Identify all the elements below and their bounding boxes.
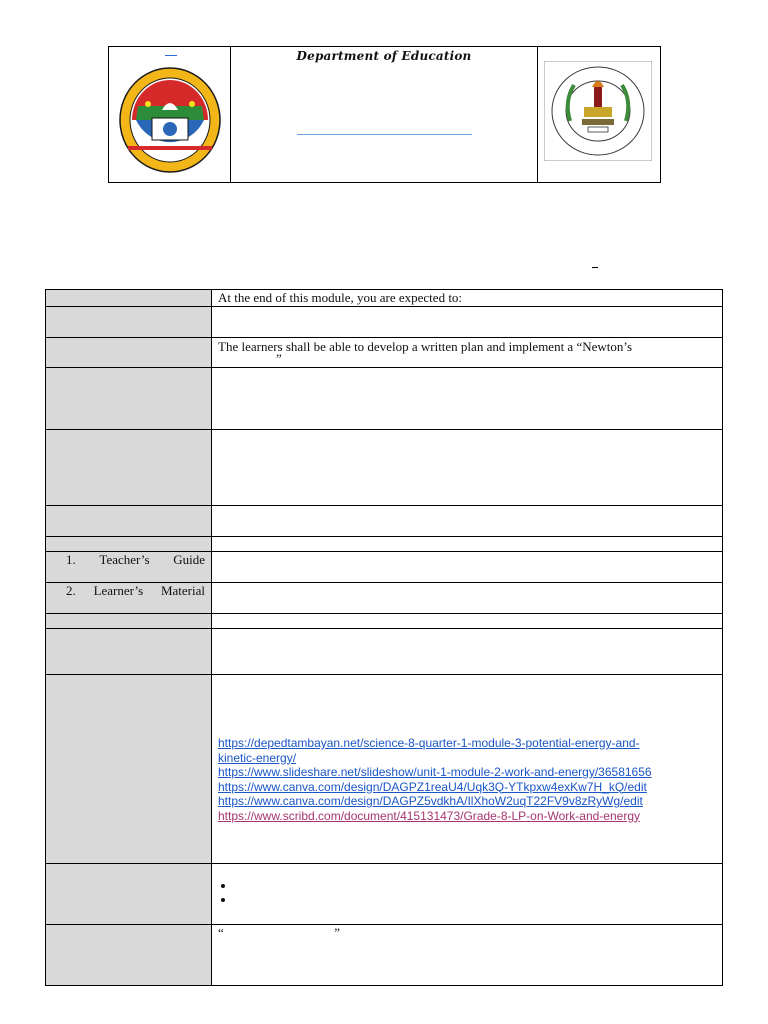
header-right-cell [538, 47, 660, 182]
header-center-cell [231, 47, 538, 182]
hyperlink-mark[interactable] [165, 55, 177, 56]
value-cell [212, 338, 723, 368]
label-cell [46, 290, 212, 307]
value-cell [212, 925, 723, 986]
label-cell [46, 307, 212, 338]
row-teachers-guide [46, 552, 723, 583]
row-competencies [46, 368, 723, 430]
close-quote: ” [334, 925, 341, 940]
performance-text-2: ” [276, 354, 282, 363]
bullet-list [218, 879, 716, 907]
link-canva-2[interactable]: https://www.canva.com/design/DAGPZ5vdkhA/IlXhoW2uqT22FV9v8zRyWg/edit [218, 794, 643, 808]
row-textbook-pages [46, 614, 723, 629]
link-slideshare[interactable]: https://www.slideshare.net/slideshow/unit-1-module-2-work-and-energy/36581656 [218, 765, 652, 779]
row-references [46, 537, 723, 552]
bullet-item [236, 893, 716, 907]
value-cell [212, 537, 723, 552]
row-review [46, 925, 723, 986]
performance-text: The learners shall be able to develop a written plan and implement a “Newton’s [218, 339, 633, 354]
bullet-item [236, 879, 716, 893]
label-cell [46, 675, 212, 864]
value-cell [212, 675, 723, 864]
label-cell [46, 368, 212, 430]
value-cell [212, 583, 723, 614]
label-cell [46, 338, 212, 368]
value-cell [212, 307, 723, 338]
header-left-cell [109, 47, 231, 182]
deped-seal-logo [118, 66, 222, 174]
underscore-mark [592, 267, 598, 268]
value-cell [212, 430, 723, 506]
label-cell [46, 552, 212, 583]
material-word: Material [160, 583, 205, 598]
row-learners-material [46, 583, 723, 614]
header-box [108, 46, 661, 183]
open-quote: “ [218, 925, 224, 940]
department-title: Department of Education [296, 49, 472, 63]
label-cell [46, 925, 212, 986]
teachers-guide-label [46, 552, 211, 567]
label-cell [46, 506, 212, 537]
value-cell [212, 629, 723, 675]
office-name-line [297, 134, 472, 135]
row-additional-materials [46, 629, 723, 675]
row-content [46, 430, 723, 506]
row-objectives [46, 290, 723, 307]
lesson-plan-table [45, 289, 723, 986]
item-number: 2. [66, 583, 76, 598]
row-performance-standard [46, 338, 723, 368]
learners-word: Learner’s [93, 583, 144, 598]
value-cell [212, 368, 723, 430]
objectives-text: At the end of this module, you are expected to: [212, 290, 723, 307]
resource-links [218, 676, 716, 823]
row-learning-resources [46, 506, 723, 537]
value-cell [212, 552, 723, 583]
link-canva-1[interactable]: https://www.canva.com/design/DAGPZ1reaU4/Uqk3Q-YTkpxw4exKw7H_kQ/edit [218, 779, 647, 794]
link-scribd[interactable]: https://www.scribd.com/document/415131473/Grade-8-LP-on-Work-and-energy [218, 808, 640, 823]
teachers-word: Teacher’s [99, 552, 150, 567]
label-cell [46, 537, 212, 552]
label-cell [46, 629, 212, 675]
label-cell [46, 583, 212, 614]
value-cell [212, 506, 723, 537]
link-depedtambayan[interactable]: https://depedtambayan.net/science-8-quarter-1-module-3-potential-energy-and- [218, 736, 640, 750]
row-content-standard [46, 307, 723, 338]
label-cell [46, 614, 212, 629]
row-other-resources [46, 675, 723, 864]
item-number: 1. [66, 552, 76, 567]
guide-word: Guide [173, 552, 205, 567]
label-cell [46, 864, 212, 925]
label-cell [46, 430, 212, 506]
value-cell [212, 614, 723, 629]
school-seal-logo [544, 61, 652, 161]
learners-material-label [46, 583, 211, 598]
value-cell [212, 864, 723, 925]
row-procedures [46, 864, 723, 925]
link-depedtambayan-cont[interactable]: kinetic-energy/ [218, 750, 297, 765]
